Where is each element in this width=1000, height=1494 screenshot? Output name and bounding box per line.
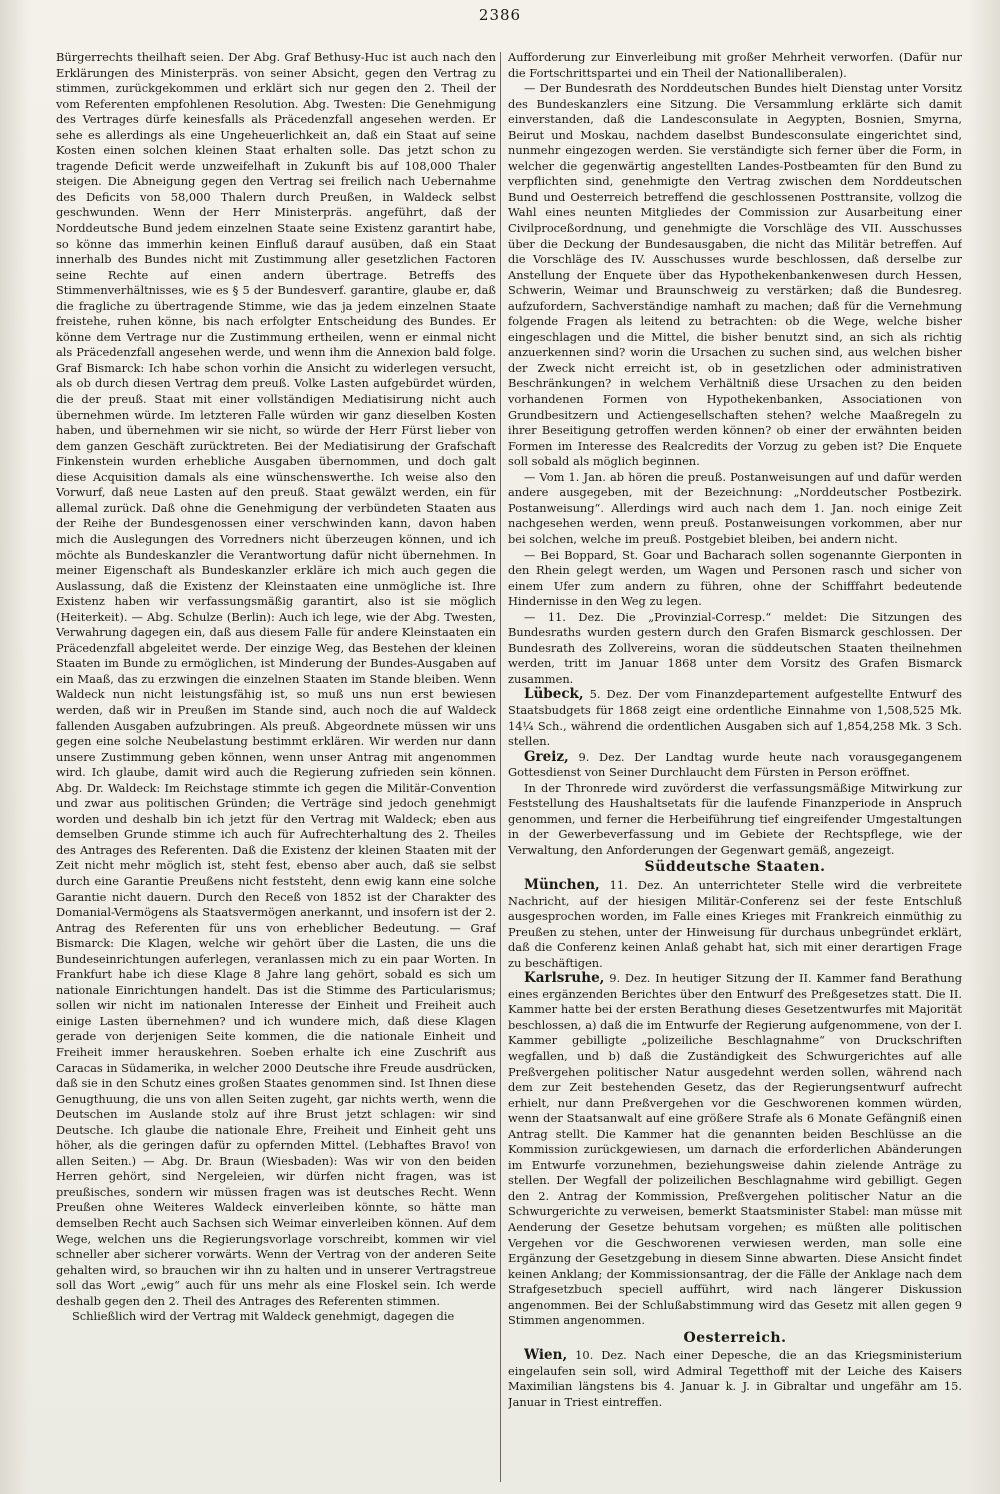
text-karlsruhe: 9. Dez. In heutiger Sitzung der II. Kammer fand Berathung eines ergänzenden Berichtes über den Entwurf des Preßgesetzes statt. Die II. Kammer hatte bei der ersten Berathung dieses Gesetzentwurfes mit Majorität beschlossen, a) daß die im Entwurfe der Regierung aufgenommene, von der I. Kammer gebilligte „polizeiliche Beschlagnahme“ von Druckschriften wegfallen, und b) daß die Zuständigkeit des Schwurgerichtes auf alle Preßvergehen politischer Natur ausgedehnt werden sollen, während nach dem zur Zeit bestehenden Gesetz, das der Regierungsentwurf aufrecht erhielt, nur dann Preßvergehen vor die Geschworenen kommen würden, wenn der Staatsanwalt auf eine größere Strafe als 6 Monate Gefängniß einen Antrag stellt. Die Kammer hat die genannten beiden Beschlüsse an die Kommission zurückgewiesen, um darnach die erforderlichen Abänderungen im Entwurfe vorzunehmen, beziehungsweise dahin zielende Anträge zu stellen. Der Wegfall der polizeilichen Beschlagnahme wird gebilligt. Gegen den 2. Antrag der Kommission, Preßvergehen politischer Natur an die Schwurgerichte zu verweisen, bemerkt Staatsminister Stabel: man müsse mit Aenderung der Gesetze behutsam vorgehen; es müßten alle politischen Vergehen vor die Geschworenen verwiesen werden, man solle eine Ergänzung der Gesetzgebung in diesem Sinne abwarten. Diese Ansicht findet keinen Anklang; der Kommissionsantrag, der die Fälle der Anklage nach dem Strafgesetzbuch speciell aufführt, wird nach längerer Diskussion angenommen. Bei der Schlußabstimmung wird das Gesetz mit allen gegen 9 Stimmen angenommen. (508, 971, 962, 1328)
section-heading-sueddeutsche-staaten: Süddeutsche Staaten. (644, 859, 826, 876)
paragraph-provinzial-corresp: — 11. Dez. Die „Provinzial-Corresp.“ meldet: Die Sitzungen des Bundesraths wurden gestern durch den Grafen Bismarck geschlossen. Der Bundesrath des Zollvereins, woran die süddeutschen Staaten theilnehmen werden, tritt im Januar 1868 unter dem Vorsitz des Grafen Bismarck zusammen. (508, 609, 962, 686)
article-karlsruhe (508, 971, 962, 1329)
article-luebeck (508, 687, 962, 749)
text-wien: 10. Dez. Nach einer Depesche, die an das Kriegsministerium eingelaufen sein soll, wird Admiral Tegetthoff mit der Leiche des Kaisers Maximilian längstens bis 4. Januar k. J. in Gibraltar und ungefähr am 15. Januar in Triest eintreffen. (508, 1348, 962, 1410)
dateline-muenchen: München, (524, 876, 600, 893)
page-number: 2386 (478, 6, 522, 24)
paragraph-bundesrath: — Der Bundesrath des Norddeutschen Bundes hielt Dienstag unter Vorsitz des Bundeskanzlers eine Sitzung. Die Versammlung erklärte sich damit einverstanden, daß die Landesconsulate in Aegypten, Bosnien, Smyrna, Beirut und Moskau, nachdem daselbst Bundesconsulate eingerichtet sind, nunmehr eingezogen werden. Sie verständigte sich ferner über die Form, in welcher die gegenwärtig angestellten Landes-Postbeamten für den Bund zu verpflichten sind, genehmigte den Vertrag zwischen dem Norddeutschen Bund und Oesterreich betreffend die geschlossenen Posttransite, vollzog die Wahl eines neunten Mitgliedes der Commission zur Ausarbeitung einer Civilproceßordnung, und genehmigte die Vorschläge des VII. Ausschusses über die Deckung der Bundesausgaben, die nicht das Militär betreffen. Auf die Vorschläge des IV. Ausschusses wurde beschlossen, daß derselbe zur Anstellung der Enquete über das Hypothekenbankenwesen durch Hessen, Schwerin, Weimar und Braunschweig zu verstärken; daß die Bundesreg. aufzufordern, Sachverständige namhaft zu machen; daß für die Vernehmung folgende Fragen als leitend zu betrachten: ob die Wege, welche bisher eingeschlagen und die Mittel, die bisher benutzt sind, an sich als richtig anzuerkennen sind? worin die Ursachen zu suchen sind, aus welchen bisher der Zweck nicht erreicht ist, ob in gesetzlichen oder administrativen Beschränkungen? in welchem Verhältniß diese Ursachen zu den beiden vorhandenen Formen von Hypothekenbanken, Associationen von Grundbesitzern und Actiengesellschaften stehen? welche Maaßregeln zu ihrer Beseitigung getroffen werden können? ob einer der erwähnten beiden Formen im Interesse des Realcredits der Vorzug zu geben ist? Die Enquete soll sobald als möglich beginnen. (508, 81, 962, 469)
paragraph-thronrede: In der Thronrede wird zuvörderst die verfassungsmäßige Mitwirkung zur Feststellung des Haushaltsetats für die laufende Finanzperiode in Anspruch genommen, und ferner die Herbeiführung tief eingreifender Umgestaltungen in der Gewerbeverfassung und im Gebiete der Rechtspflege, wie der Verwaltung, den Anforderungen der Gegenwart gemäß, angezeigt. (508, 780, 962, 857)
text-greiz: 9. Dez. Der Landtag wurde heute nach vorausgegangenem Gottesdienst von Seiner Durchlaucht dem Fürsten in Person eröffnet. (508, 749, 962, 780)
dateline-karlsruhe: Karlsruhe, (524, 970, 605, 987)
article-greiz (508, 750, 962, 781)
paragraph-reichstag-debate: Bürgerrechts theilhaft seien. Der Abg. Graf Bethusy-Huc ist auch nach den Erklärungen des Ministerpräs. von seiner Absicht, gegen den Vertrag zu stimmen, zurückgekommen und erklärt sich nur gegen den 2. Theil der vom Referenten empfohlenen Resolution. Abg. Twesten: Die Genehmigung des Vertrages dürfe keinesfalls als Präcedenzfall angesehen werden. Er sehe es allerdings als eine Ungeheuerlichkeit an, daß ein Staat auf seine Kosten einen solchen kleinen Staat erhalten solle. Das jetzt schon zu tragende Deficit werde unzweifelhaft in Zukunft bis auf 108,000 Thaler steigen. Die Abneigung gegen den Vertrag sei freilich nach Uebernahme des Deficits von 58,000 Thalern durch Preußen, in Waldeck selbst geschwunden. Wenn der Herr Ministerpräs. angeführt, daß der Norddeutsche Bund jedem einzelnen Staate seine Existenz garantirt habe, so könne das immerhin keinen Einfluß darauf ausüben, daß ein Staat innerhalb des Bundes nicht mit Zustimmung aller gesetzlichen Factoren seine Rechte auf einen andern übertrage. Betreffs des Stimmenverhältnisses, wie es § 5 der Bundesverf. garantire, glaube er, daß die fragliche zu übertragende Stimme, wie das ja jedem einzelnen Staate freistehe, ruhen könne, bis nach erfolgter Entscheidung des Bundes. Er könne dem Vertrage nur die Zustimmung ertheilen, wenn er einmal nicht als Präcedenzfall angesehen werde, und wenn ihm die Annexion bald folge. Graf Bismarck: Ich habe schon vorhin die Ansicht zu widerlegen versucht, als ob durch diesen Vertrag dem preuß. Volke Lasten aufgebürdet würden, die der preuß. Staat mit einer vollständigen Mediatisirung nicht auch übernehmen würde. Im letzteren Falle würden wir ganz dieselben Kosten haben, und übernehmen wir sie nicht, so würde der Herr Fürst lieber von dem ganzen Geschäft zurücktreten. Bei der Mediatisirung der Grafschaft Finkenstein wurden erhebliche Ausgaben übernommen, und doch galt diese Acquisition damals als eine wünschenswerthe. Ich weise also den Vorwurf, daß neue Lasten auf den preuß. Staat gewälzt werden, ein für allemal zurück. Daß ohne die Genehmigung der verbündeten Staaten aus der Reihe der Bundesgenossen einer verschwinden kann, davon haben mich die Auslegungen des Vorredners nicht überzeugen können, und ich möchte als Bundeskanzler die Verantwortung dafür nicht übernehmen. In meiner Eigenschaft als Bundeskanzler erkläre ich mich auch gegen die Auslassung, daß die Existenz der Kleinstaaten eine unmögliche ist. Ihre Existenz haben wir verfassungsmäßig garantirt, also ist sie möglich (Heiterkeit). — Abg. Schulze (Berlin): Auch ich lege, wie der Abg. Twesten, Verwahrung dagegen ein, daß aus diesem Falle für andere Kleinstaaten ein Präcedenzfall abgeleitet werde. Der einzige Weg, das Bestehen der kleinen Staaten im Bunde zu ermöglichen, ist Minderung der Bundes-Ausgaben auf ein Maaß, das zu erzwingen die einzelnen Staaten im Stande bleiben. Wenn Waldeck nun nicht leistungsfähig ist, so muß uns nun erst bewiesen werden, daß wir in Preußen im Stande sind, auch noch die auf Waldeck fallenden Ausgaben aufzubringen. Als preuß. Abgeordnete müssen wir uns gegen eine solche Neubelastung bestimmt erklären. Wir werden nur dann unsere Zustimmung geben können, wenn unser Antrag mit angenommen wird. Ich glaube, damit wird auch die Regierung zufrieden sein können. Abg. Dr. Waldeck: Im Reichstage stimmte ich gegen die Militär-Convention und zwar aus politischen Gründen; die Verträge sind jedoch genehmigt worden und deshalb bin ich jetzt für den Vertrag mit Waldeck; eben aus demselben Grunde stimme ich auch für Aufrechterhaltung des 2. Theiles des Antrages des Referenten. Daß die Existenz der kleinen Staaten mit der Zeit nicht mehr möglich ist, steht fest, ebenso aber auch, daß sie selbst durch eine Garantie Preußens nicht feststeht, denn ewig kann eine solche Garantie nicht dauern. Durch den Receß von 1852 ist der Charakter des Domanial-Vermögens als Staatsvermögen anerkannt, und insofern ist der 2. Antrag des Referenten für uns von erheblicher Bedeutung. — Graf Bismarck: Die Klagen, welche wir gehört über die Lasten, die uns die Bundeseinrichtungen auferlegen, veranlassen mich zu ein paar Worten. In Frankfurt habe ich diese Klage 8 Jahre lang gehört, sobald es sich um nationale Einrichtungen handelt. Das ist die Stimme des Particularismus; sollen wir nicht im nationalen Interesse der Einheit und Freiheit auch einige Lasten übernehmen? und ich wundere mich, daß diese Klagen gerade von derjenigen Seite kommen, die die nationale Einheit und Freiheit immer herauskehren. Soeben erhalte ich eine Zuschrift aus Caracas in Südamerika, in welcher 2000 Deutsche ihre Freude ausdrücken, daß sie in den Schutz eines großen Staates genommen sind. Ist Ihnen diese Genugthuung, die uns von allen Seiten zugeht, gar nichts werth, wenn die Deutschen im Auslande stolz auf ihre Brust jetzt schlagen: wir sind Deutsche. Ich glaube die nationale Ehre, Freiheit und Einheit geht uns höher, als die geringen dafür zu opfernden Mittel. (Lebhaftes Bravo! von allen Seiten.) — Abg. Dr. Braun (Wiesbaden): Was wir von den beiden Herren gehört, sind Nergeleien, wir dürfen nicht fragen, was ist preußisches, sondern wir müssen fragen was ist deutsches Recht. Wenn Preußen ohne Weiteres Waldeck einverleiben könnte, so hätte man demselben Recht auch Sachsen sich Weimar einverleiben können. Auf dem Wege, welchen uns die Regierungsvorlage vorschreibt, kommen wir viel schneller aber sicherer vorwärts. Wenn der Vertrag von der anderen Seite gehalten wird, so brauchen wir ihn zu halten und in unserer Vertragstreue soll das Wort „ewig“ auch für uns mehr als eine Floskel sein. Ich werde deshalb gegen den 2. Theil des Antrages des Referenten stimmen. (56, 50, 496, 1308)
section-heading-oesterreich: Oesterreich. (683, 1329, 787, 1346)
paragraph-gierponten: — Bei Boppard, St. Goar und Bacharach sollen sogenannte Gierponten in den Rhein gelegt werden, um Wagen und Personen rasch und sicher von einem Ufer zum andern zu führen, ohne der Schifffahrt bedeutende Hindernisse in den Weg zu legen. (508, 547, 962, 609)
dateline-greiz: Greiz, (524, 748, 569, 765)
article-wien (508, 1348, 962, 1410)
text-muenchen: 11. Dez. An unterrichteter Stelle wird die verbreitete Nachricht, auf der hiesigen Militär-Conferenz sei der feste Entschluß ausgesprochen worden, im Falle eines Krieges mit Frankreich einmüthig zu Preußen zu stehen, unter der Hinweisung für durchaus unbegründet erklärt, daß die Conferenz keinen Anlaß gehabt hat, sich mit einer derartigen Frage zu beschäftigen. (508, 877, 962, 970)
dateline-wien: Wien, (524, 1347, 568, 1364)
paragraph-conclusion: Schließlich wird der Vertrag mit Waldeck genehmigt, dagegen die (72, 1309, 455, 1324)
text-luebeck: 5. Dez. Der vom Finanzdepartement aufgestellte Entwurf des Staatsbudgets für 1868 zeigt eine ordentliche Einnahme von 1,508,525 Mk. 14¼ Sch., während die ordentlichen Ausgaben sich auf 1,854,258 Mk. 3 Sch. stellen. (508, 687, 962, 749)
right-column (508, 50, 962, 1486)
paragraph-postanweisungen: — Vom 1. Jan. ab hören die preuß. Postanweisungen auf und dafür werden andere ausgegeben, mit der Bezeichnung: „Norddeutscher Postbezirk. Postanweisung“. Allerdings wird auch nach dem 1. Jan. noch einige Zeit nachgesehen werden, wenn preuß. Postanweisungen vorkommen, aber nur bei solchen, welche im preuß. Postgebiet bleiben, bei andern nicht. (508, 469, 962, 546)
paragraph-intro: Aufforderung zur Einverleibung mit großer Mehrheit verworfen. (Dafür nur die Fortschrittspartei und ein Theil der Nationalliberalen). (508, 50, 962, 80)
page-edge-shadow-right (966, 0, 1000, 1494)
page-edge-shadow-left (0, 0, 30, 1494)
left-column (56, 50, 496, 1486)
article-muenchen (508, 878, 962, 971)
dateline-luebeck: Lübeck, (524, 686, 584, 703)
column-divider (500, 52, 501, 1482)
